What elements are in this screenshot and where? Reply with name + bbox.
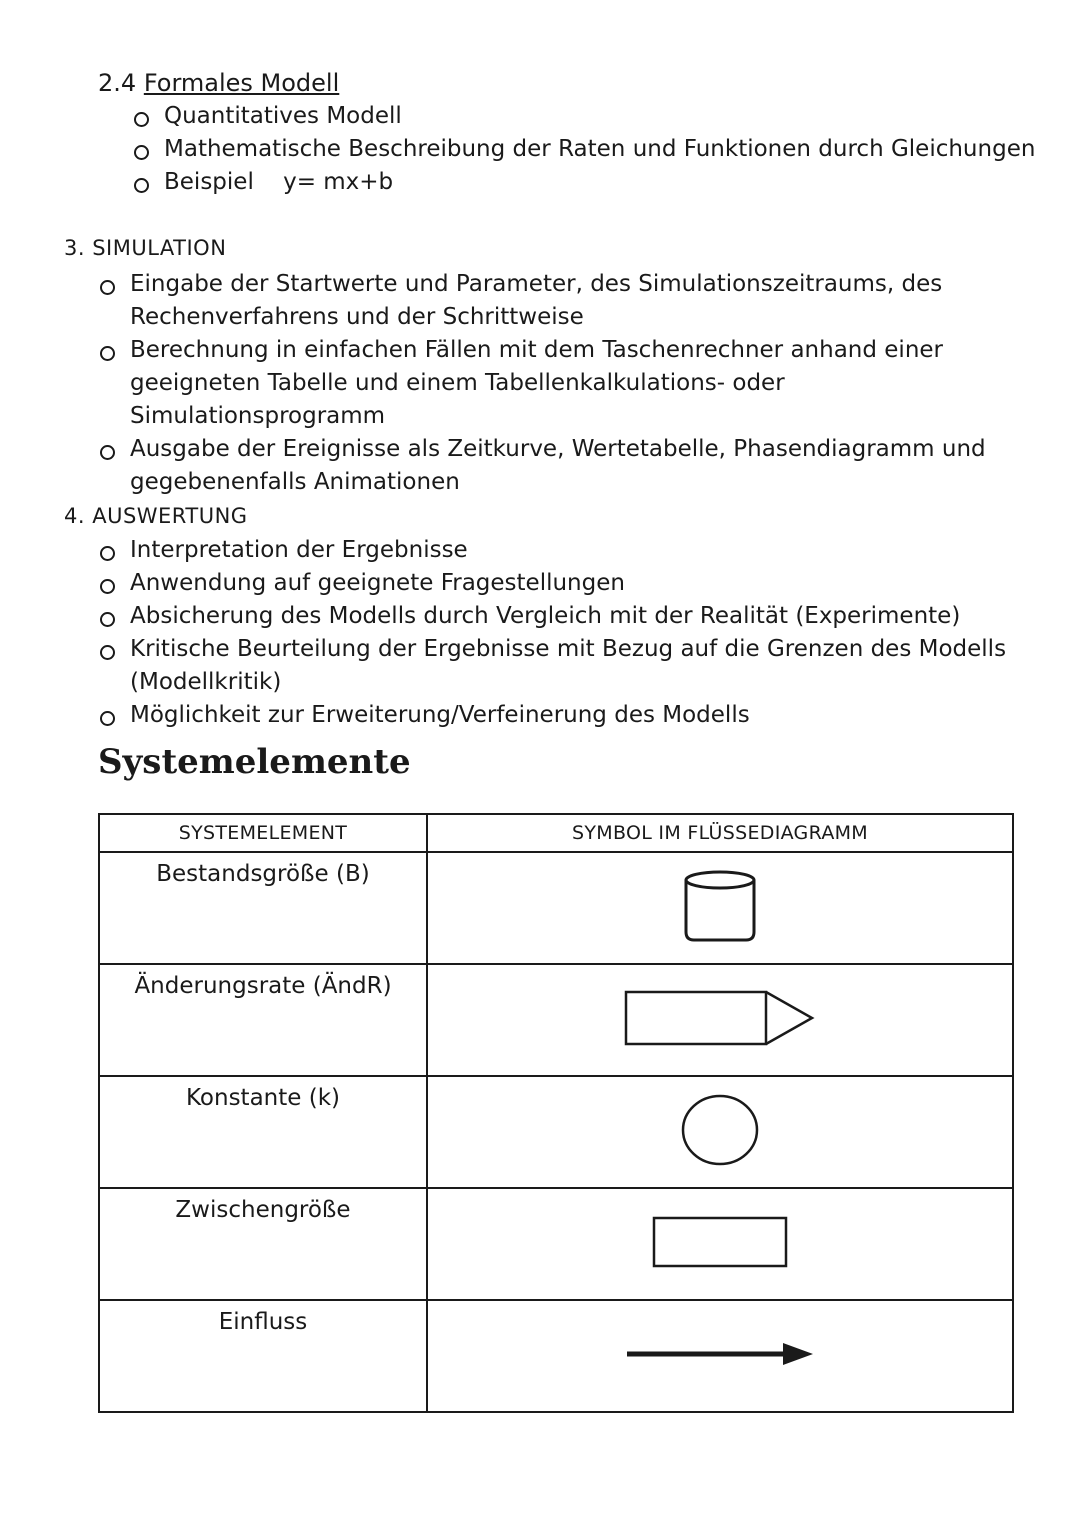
element-name: Änderungsrate (ÄndR) — [99, 964, 427, 1076]
list-item: Mathematische Beschreibung der Raten und Funktionen durch Gleichungen — [130, 133, 1035, 166]
section-title: Formales Modell — [143, 69, 340, 97]
list-item: Absicherung des Modells durch Vergleich mit der Realität (Experimente) — [96, 600, 1036, 633]
list-item: Interpretation der Ergebnisse — [96, 534, 1036, 567]
section-4-list — [96, 534, 1036, 732]
table-row — [99, 1076, 1013, 1188]
section-2-4-title — [98, 68, 339, 98]
cylinder-icon — [680, 868, 760, 944]
list-item: Berechnung in einfachen Fällen mit dem Taschenrechner anhand einer geeigneten Tabelle und einem Tabellenkalkulations- oder Simulationsprogramm — [96, 334, 996, 433]
table-row — [99, 1300, 1013, 1412]
header-systemelement: SYSTEMELEMENT — [99, 814, 427, 852]
section-number: 2.4 — [98, 69, 137, 97]
list-item: Kritische Beurteilung der Ergebnisse mit Bezug auf die Grenzen des Modells (Modellkritik) — [96, 633, 1036, 699]
circle-icon — [680, 1093, 760, 1167]
rate-arrow-icon — [624, 988, 816, 1048]
table-row — [99, 852, 1013, 964]
section-2-4-list — [130, 100, 1035, 199]
table-row — [99, 964, 1013, 1076]
list-item: Möglichkeit zur Erweiterung/Verfeinerung des Modells — [96, 699, 1036, 732]
list-item: Beispiel y= mx+b — [130, 166, 1035, 199]
rectangle-icon — [652, 1216, 788, 1268]
section-3-list — [96, 268, 996, 499]
list-item: Ausgabe der Ereignisse als Zeitkurve, Wertetabelle, Phasendiagramm und gegebenenfalls Animationen — [96, 433, 996, 499]
systemelemente-title: Systemelemente — [98, 742, 411, 782]
element-name: Bestandsgröße (B) — [99, 852, 427, 964]
list-item: Anwendung auf geeignete Fragestellungen — [96, 567, 1036, 600]
section-4-heading: 4. AUSWERTUNG — [64, 504, 248, 528]
table-header-row — [99, 814, 1013, 852]
header-symbol: SYMBOL IM FLÜSSEDIAGRAMM — [427, 814, 1013, 852]
systemelemente-table — [98, 813, 1014, 1413]
list-item: Eingabe der Startwerte und Parameter, des Simulationszeitraums, des Rechenverfahrens und der Schrittweise — [96, 268, 996, 334]
element-name: Konstante (k) — [99, 1076, 427, 1188]
element-name: Einfluss — [99, 1300, 427, 1412]
element-name: Zwischengröße — [99, 1188, 427, 1300]
arrow-icon — [625, 1339, 815, 1369]
section-3-heading: 3. SIMULATION — [64, 236, 227, 260]
list-item: Quantitatives Modell — [130, 100, 1035, 133]
table-row — [99, 1188, 1013, 1300]
